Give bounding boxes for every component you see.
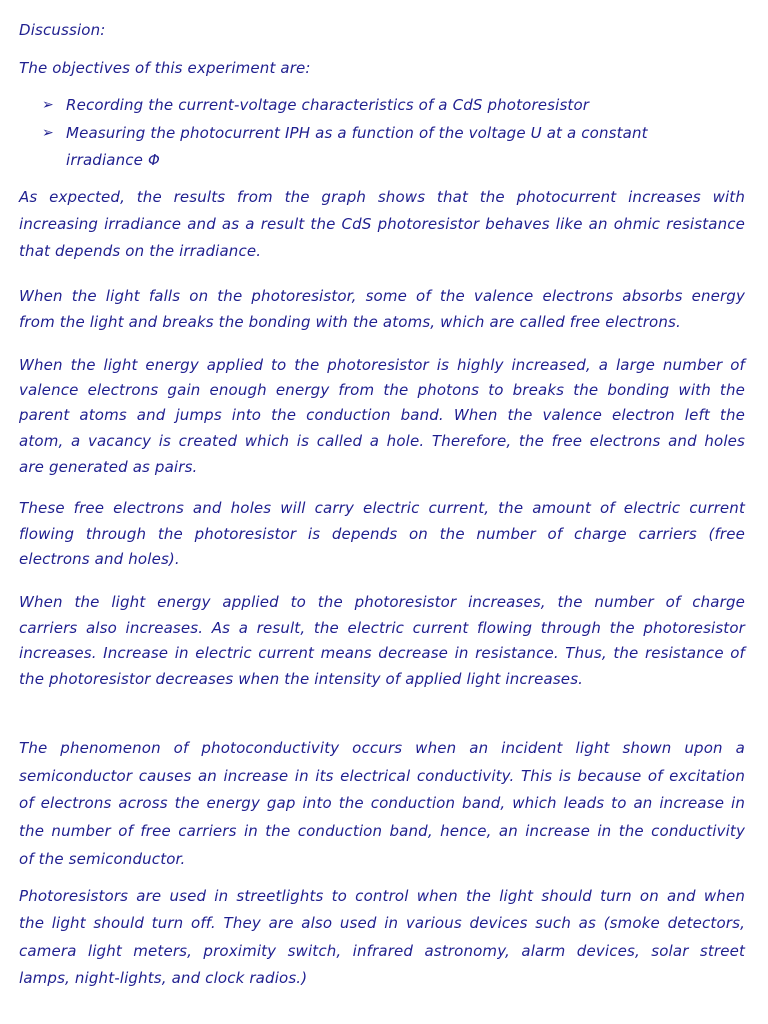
list-item-text: irradiance Φ — [66, 151, 160, 169]
paragraph-line: As expected, the results from the graph shows that the photocurrent increases with — [19, 188, 745, 206]
paragraph-line: are generated as pairs. — [19, 458, 198, 476]
paragraph-line: The phenomenon of photoconductivity occurs when an incident light shown upon a — [19, 739, 745, 757]
paragraph-line: When the light energy applied to the photoresistor increases, the number of charge — [19, 593, 745, 611]
paragraph-line: When the light falls on the photoresistor, some of the valence electrons absorbs energy — [19, 287, 745, 305]
paragraph-line: These free electrons and holes will carry electric current, the amount of electric current — [19, 499, 745, 517]
arrow-bullet-icon: ➢ — [42, 97, 54, 113]
paragraph-line: camera light meters, proximity switch, infrared astronomy, alarm devices, solar street — [19, 942, 745, 960]
paragraph-line: lamps, night-lights, and clock radios.) — [19, 969, 308, 987]
discussion-heading: Discussion: — [19, 21, 106, 39]
list-item-text: Measuring the photocurrent IPH as a function of the voltage U at a constant — [66, 124, 648, 142]
paragraph-line: carriers also increases. As a result, the electric current flowing through the photoresistor — [19, 619, 745, 637]
paragraph-line: that depends on the irradiance. — [19, 242, 262, 260]
paragraph-line: parent atoms and jumps into the conduction band. When the valence electron left the — [19, 406, 745, 424]
paragraph-line: atom, a vacancy is created which is called a hole. Therefore, the free electrons and holes — [19, 432, 745, 450]
paragraph-line: electrons and holes). — [19, 550, 180, 568]
list-item-text: Recording the current-voltage characteristics of a CdS photoresistor — [66, 96, 590, 114]
paragraph-line: flowing through the photoresistor is depends on the number of charge carriers (free — [19, 525, 745, 543]
paragraph-line: When the light energy applied to the photoresistor is highly increased, a large number of — [19, 356, 745, 374]
paragraph-line: of electrons across the energy gap into the conduction band, which leads to an increase in — [19, 794, 745, 812]
paragraph-line: from the light and breaks the bonding with the atoms, which are called free electrons. — [19, 313, 681, 331]
paragraph-line: increasing irradiance and as a result the CdS photoresistor behaves like an ohmic resistance — [19, 215, 745, 233]
paragraph-line: the number of free carriers in the conduction band, hence, an increase in the conductivity — [19, 822, 745, 840]
paragraph-line: valence electrons gain enough energy from the photons to breaks the bonding with the — [19, 381, 745, 399]
paragraph-line: of the semiconductor. — [19, 850, 186, 868]
paragraph-line: increases. Increase in electric current means decrease in resistance. Thus, the resistance of — [19, 644, 745, 662]
objectives-intro: The objectives of this experiment are: — [19, 59, 311, 77]
paragraph-line: the light should turn off. They are also used in various devices such as (smoke detectors, — [19, 914, 745, 932]
arrow-bullet-icon: ➢ — [42, 125, 54, 141]
paragraph-line: the photoresistor decreases when the intensity of applied light increases. — [19, 670, 584, 688]
paragraph-line: Photoresistors are used in streetlights to control when the light should turn on and when — [19, 887, 745, 905]
paragraph-line: semiconductor causes an increase in its electrical conductivity. This is because of excitation — [19, 767, 745, 785]
